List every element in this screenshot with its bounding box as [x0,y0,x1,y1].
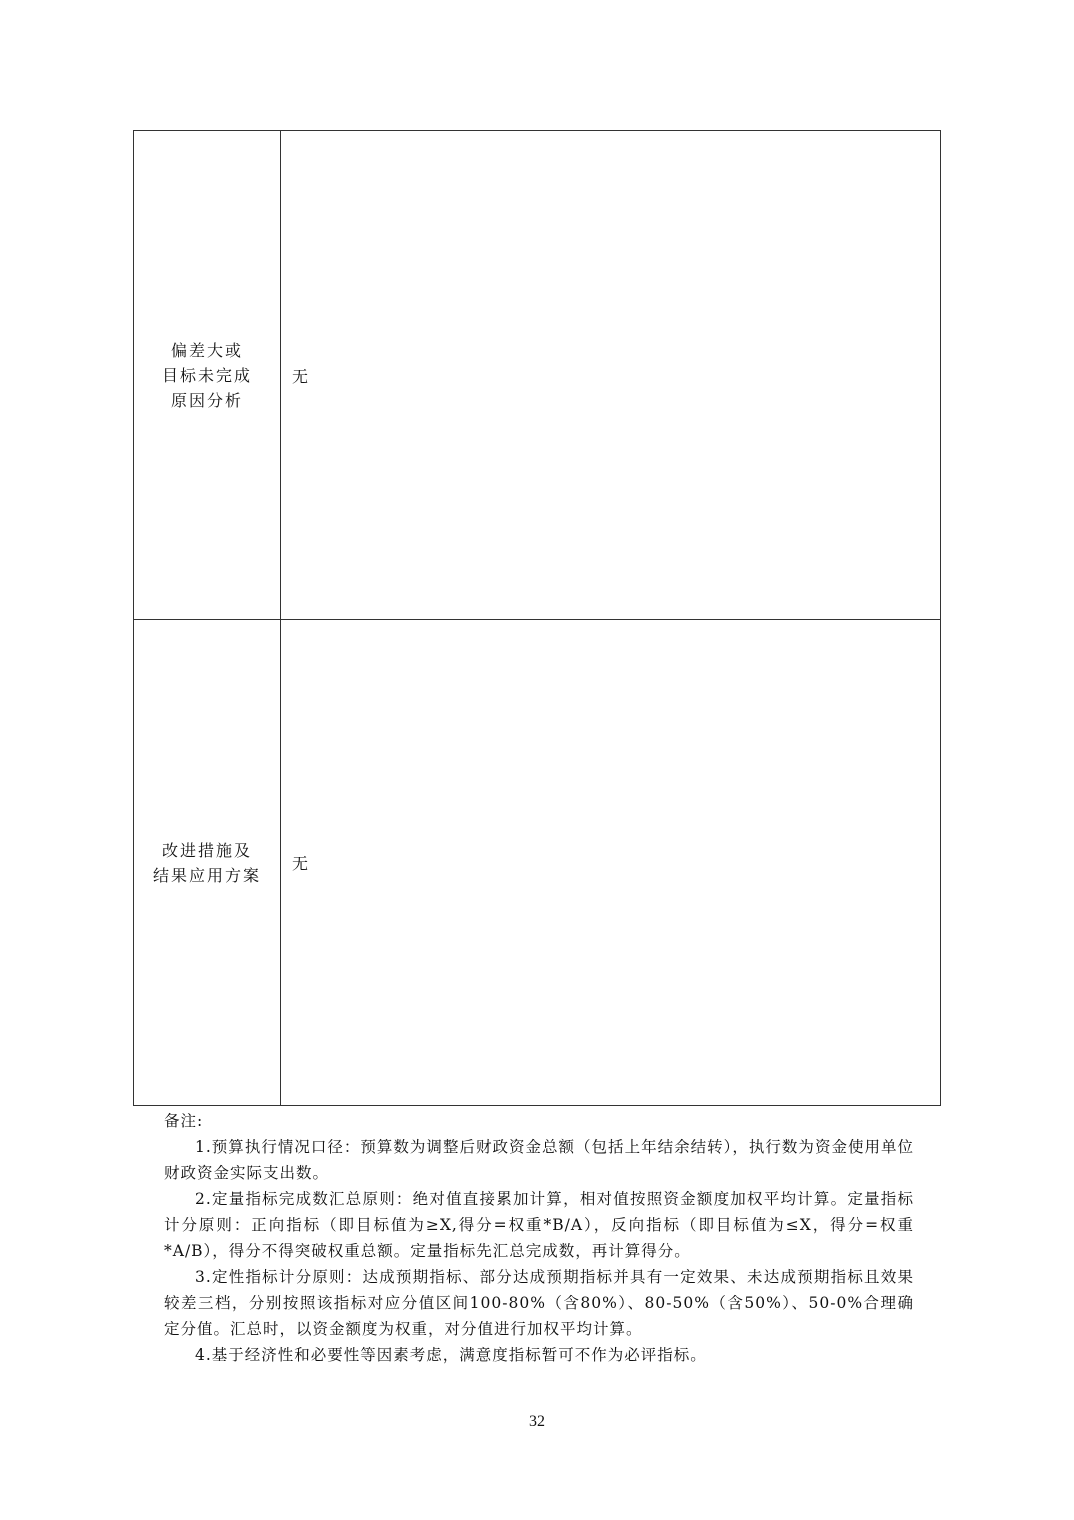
note-item-3: 3.定性指标计分原则：达成预期指标、部分达成预期指标并具有一定效果、未达成预期指标且效果较差三档，分别按照该指标对应分值区间100-80%（含80%）、80-50%（含50%）、50-0%合理确定分值。汇总时，以资金额度为权重，对分值进行加权平均计算。 [164,1268,914,1338]
note-item-2: 2.定量指标完成数汇总原则：绝对值直接累加计算，相对值按照资金额度加权平均计算。定量指标计分原则：正向指标（即目标值为≥X,得分=权重*B/A），反向指标（即目标值为≤X，得分=权重*A/B），得分不得突破权重总额。定量指标先汇总完成数，再计算得分。 [164,1190,914,1260]
row-label-deviation-analysis [134,131,281,620]
label-line: 目标未完成 [161,365,252,385]
label-line: 原因分析 [170,390,243,410]
label-line: 偏差大或 [170,340,243,360]
notes-section [164,1108,914,1368]
table-row-deviation-analysis [134,131,941,620]
label-line: 改进措施及 [161,840,252,860]
label-line: 结果应用方案 [152,865,261,885]
row-value-improvement-plan: 无 [281,620,941,1106]
evaluation-table [133,130,941,1106]
note-item-1: 1.预算执行情况口径：预算数为调整后财政资金总额（包括上年结余结转），执行数为资金使用单位财政资金实际支出数。 [164,1138,914,1182]
row-label-improvement-plan [134,620,281,1106]
notes-heading: 备注: [164,1112,204,1130]
table-row-improvement-plan [134,620,941,1106]
note-item-4: 4.基于经济性和必要性等因素考虑，满意度指标暂可不作为必评指标。 [195,1346,707,1364]
row-value-deviation-analysis: 无 [281,131,941,620]
page-number: 32 [529,1413,545,1430]
